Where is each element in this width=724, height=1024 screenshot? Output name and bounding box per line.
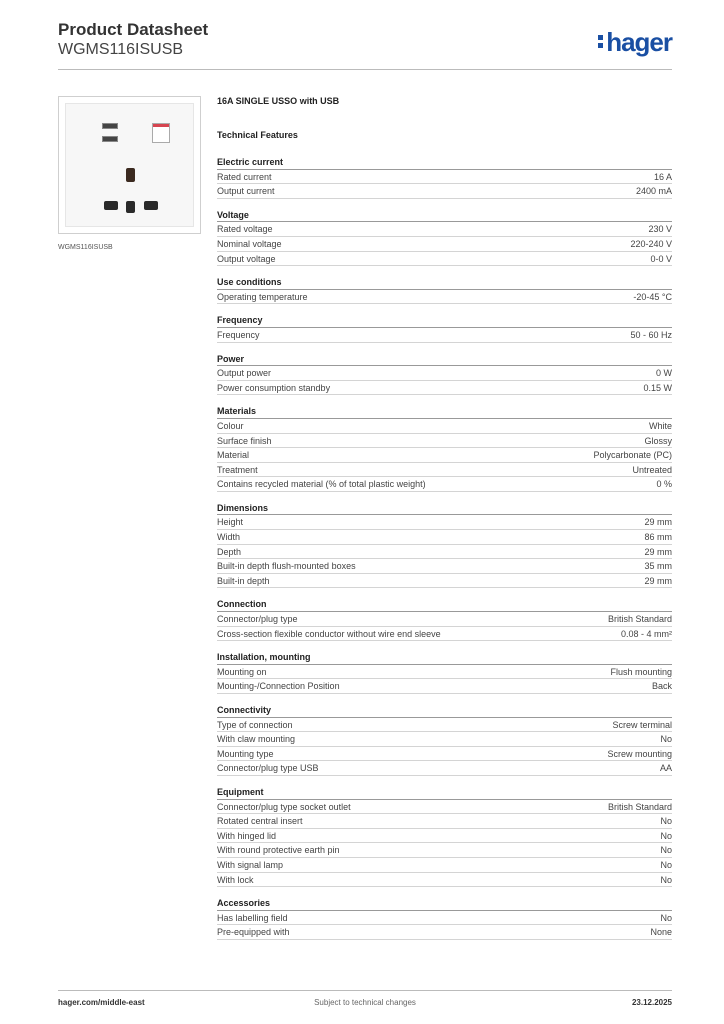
spec-row	[217, 612, 672, 627]
spec-value: British Standard	[607, 801, 672, 812]
section-heading: Voltage	[217, 208, 672, 223]
spec-label: Contains recycled material (% of total plastic weight)	[217, 479, 426, 490]
spec-row	[217, 222, 672, 237]
spec-row	[217, 559, 672, 574]
spec-row	[217, 814, 672, 829]
spec-value: No	[660, 874, 672, 885]
spec-value: No	[660, 859, 672, 870]
spec-label: Rated voltage	[217, 224, 273, 235]
spec-label: Built-in depth flush-mounted boxes	[217, 561, 356, 572]
spec-label: Rotated central insert	[217, 816, 303, 827]
spec-value: 29 mm	[644, 517, 672, 528]
section-heading: Frequency	[217, 313, 672, 328]
product-name: 16A SINGLE USSO with USB	[217, 96, 340, 106]
spec-row	[217, 545, 672, 560]
spec-label: Has labelling field	[217, 912, 288, 923]
spec-label: Output voltage	[217, 253, 276, 264]
spec-value: 50 - 60 Hz	[630, 329, 672, 340]
spec-section	[217, 155, 672, 199]
spec-value: 35 mm	[644, 561, 672, 572]
spec-row	[217, 252, 672, 267]
spec-section	[217, 275, 672, 304]
spec-label: Surface finish	[217, 435, 272, 446]
spec-label: Connector/plug type USB	[217, 763, 319, 774]
spec-label: Cross-section flexible conductor without wire end sleeve	[217, 628, 441, 639]
spec-label: Frequency	[217, 329, 260, 340]
spec-value: -20-45 °C	[633, 291, 672, 302]
section-heading: Accessories	[217, 896, 672, 911]
spec-label: With lock	[217, 874, 254, 885]
spec-label: Material	[217, 450, 250, 461]
spec-value: No	[660, 816, 672, 827]
spec-value: None	[650, 927, 672, 938]
spec-value: Back	[651, 681, 672, 692]
header-divider	[58, 69, 672, 70]
logo-colon-icon	[598, 33, 604, 49]
spec-row	[217, 237, 672, 252]
centre-pin-slot-icon	[126, 201, 135, 213]
spec-value: Flush mounting	[610, 666, 672, 677]
spec-section	[217, 501, 672, 589]
spec-row	[217, 574, 672, 589]
section-heading: Installation, mounting	[217, 650, 672, 665]
spec-value: No	[660, 912, 672, 923]
spec-value: 2400 mA	[635, 186, 672, 197]
spec-label: Connector/plug type socket outlet	[217, 801, 351, 812]
spec-value: British Standard	[607, 614, 672, 625]
spec-row	[217, 366, 672, 381]
spec-value: Screw mounting	[607, 748, 672, 759]
spec-value: 16 A	[653, 171, 672, 182]
product-image	[58, 96, 201, 234]
page-footer	[58, 998, 672, 1010]
spec-section	[217, 896, 672, 940]
spec-row	[217, 627, 672, 642]
spec-value: 220-240 V	[630, 238, 672, 249]
spec-row	[217, 843, 672, 858]
spec-row	[217, 463, 672, 478]
spec-label: Mounting-/Connection Position	[217, 681, 340, 692]
footer-date: 23.12.2025	[631, 998, 672, 1007]
spec-section	[217, 703, 672, 776]
spec-value: AA	[659, 763, 672, 774]
section-heading: Equipment	[217, 785, 672, 800]
spec-row	[217, 718, 672, 733]
image-caption: WGMS116ISUSB	[58, 244, 113, 251]
main-content	[217, 96, 672, 940]
spec-label: Pre-equipped with	[217, 927, 290, 938]
spec-section	[217, 208, 672, 266]
spec-row	[217, 858, 672, 873]
spec-value: Untreated	[632, 464, 672, 475]
spec-label: Colour	[217, 420, 244, 431]
spec-value: 86 mm	[644, 532, 672, 543]
document-title: Product Datasheet	[58, 20, 209, 39]
spec-row	[217, 434, 672, 449]
spec-row	[217, 873, 672, 888]
spec-value: 0 W	[655, 368, 672, 379]
technical-features-heading: Technical Features	[217, 130, 298, 140]
spec-section	[217, 597, 672, 641]
spec-label: Operating temperature	[217, 291, 308, 302]
spec-row	[217, 184, 672, 199]
spec-section	[217, 313, 672, 342]
spec-value: 230 V	[648, 224, 672, 235]
spec-value: Polycarbonate (PC)	[593, 450, 672, 461]
footer-website: hager.com/middle-east	[58, 998, 145, 1007]
usb-port-icon	[102, 136, 118, 142]
spec-section	[217, 352, 672, 396]
logo-text: hager	[606, 27, 672, 57]
spec-value: 29 mm	[644, 575, 672, 586]
spec-label: Power consumption standby	[217, 382, 331, 393]
footer-divider	[58, 990, 672, 991]
spec-label: Output current	[217, 186, 275, 197]
spec-row	[217, 448, 672, 463]
spec-label: Height	[217, 517, 244, 528]
spec-value: 0-0 V	[650, 253, 672, 264]
spec-value: No	[660, 845, 672, 856]
spec-label: Rated current	[217, 171, 272, 182]
section-heading: Connectivity	[217, 703, 672, 718]
spec-label: Output power	[217, 368, 272, 379]
spec-label: With claw mounting	[217, 734, 296, 745]
spec-row	[217, 530, 672, 545]
section-heading: Connection	[217, 597, 672, 612]
neutral-pin-slot-icon	[144, 201, 158, 210]
spec-row	[217, 925, 672, 940]
feature-sections	[217, 155, 672, 940]
section-heading: Materials	[217, 404, 672, 419]
spec-label: Depth	[217, 546, 242, 557]
spec-label: Type of connection	[217, 719, 293, 730]
spec-section	[217, 404, 672, 492]
footer-disclaimer: Subject to technical changes	[314, 998, 416, 1007]
usb-port-icon	[102, 123, 118, 129]
spec-row	[217, 381, 672, 396]
spec-row	[217, 911, 672, 926]
spec-label: Width	[217, 532, 241, 543]
spec-row	[217, 290, 672, 305]
spec-label: Built-in depth	[217, 575, 270, 586]
spec-label: Mounting on	[217, 666, 267, 677]
spec-row	[217, 328, 672, 343]
spec-label: With signal lamp	[217, 859, 284, 870]
spec-value: No	[660, 830, 672, 841]
section-heading: Dimensions	[217, 501, 672, 516]
spec-row	[217, 761, 672, 776]
spec-value: Screw terminal	[612, 719, 672, 730]
spec-row	[217, 800, 672, 815]
spec-row	[217, 732, 672, 747]
section-heading: Power	[217, 352, 672, 367]
spec-label: Connector/plug type	[217, 614, 298, 625]
spec-row	[217, 829, 672, 844]
spec-value: Glossy	[644, 435, 672, 446]
spec-value: 29 mm	[644, 546, 672, 557]
spec-row	[217, 477, 672, 492]
spec-row	[217, 665, 672, 680]
spec-value: White	[648, 420, 672, 431]
spec-row	[217, 170, 672, 185]
spec-value: 0.08 - 4 mm²	[620, 628, 672, 639]
spec-row	[217, 419, 672, 434]
spec-row	[217, 747, 672, 762]
section-heading: Electric current	[217, 155, 672, 170]
spec-row	[217, 515, 672, 530]
spec-label: Nominal voltage	[217, 238, 282, 249]
hager-logo	[598, 27, 672, 58]
section-heading: Use conditions	[217, 275, 672, 290]
rocker-switch-icon	[152, 123, 170, 143]
product-code-title: WGMS116ISUSB	[58, 41, 184, 58]
spec-value: 0.15 W	[643, 382, 672, 393]
spec-section	[217, 650, 672, 694]
spec-label: Treatment	[217, 464, 258, 475]
spec-value: 0 %	[656, 479, 672, 490]
spec-label: With hinged lid	[217, 830, 277, 841]
live-pin-slot-icon	[104, 201, 118, 210]
spec-label: With round protective earth pin	[217, 845, 340, 856]
page-header	[58, 20, 672, 70]
spec-section	[217, 785, 672, 887]
spec-row	[217, 679, 672, 694]
spec-value: No	[660, 734, 672, 745]
socket-plate-illustration	[65, 103, 194, 227]
spec-label: Mounting type	[217, 748, 274, 759]
earth-pin-slot-icon	[126, 168, 135, 182]
